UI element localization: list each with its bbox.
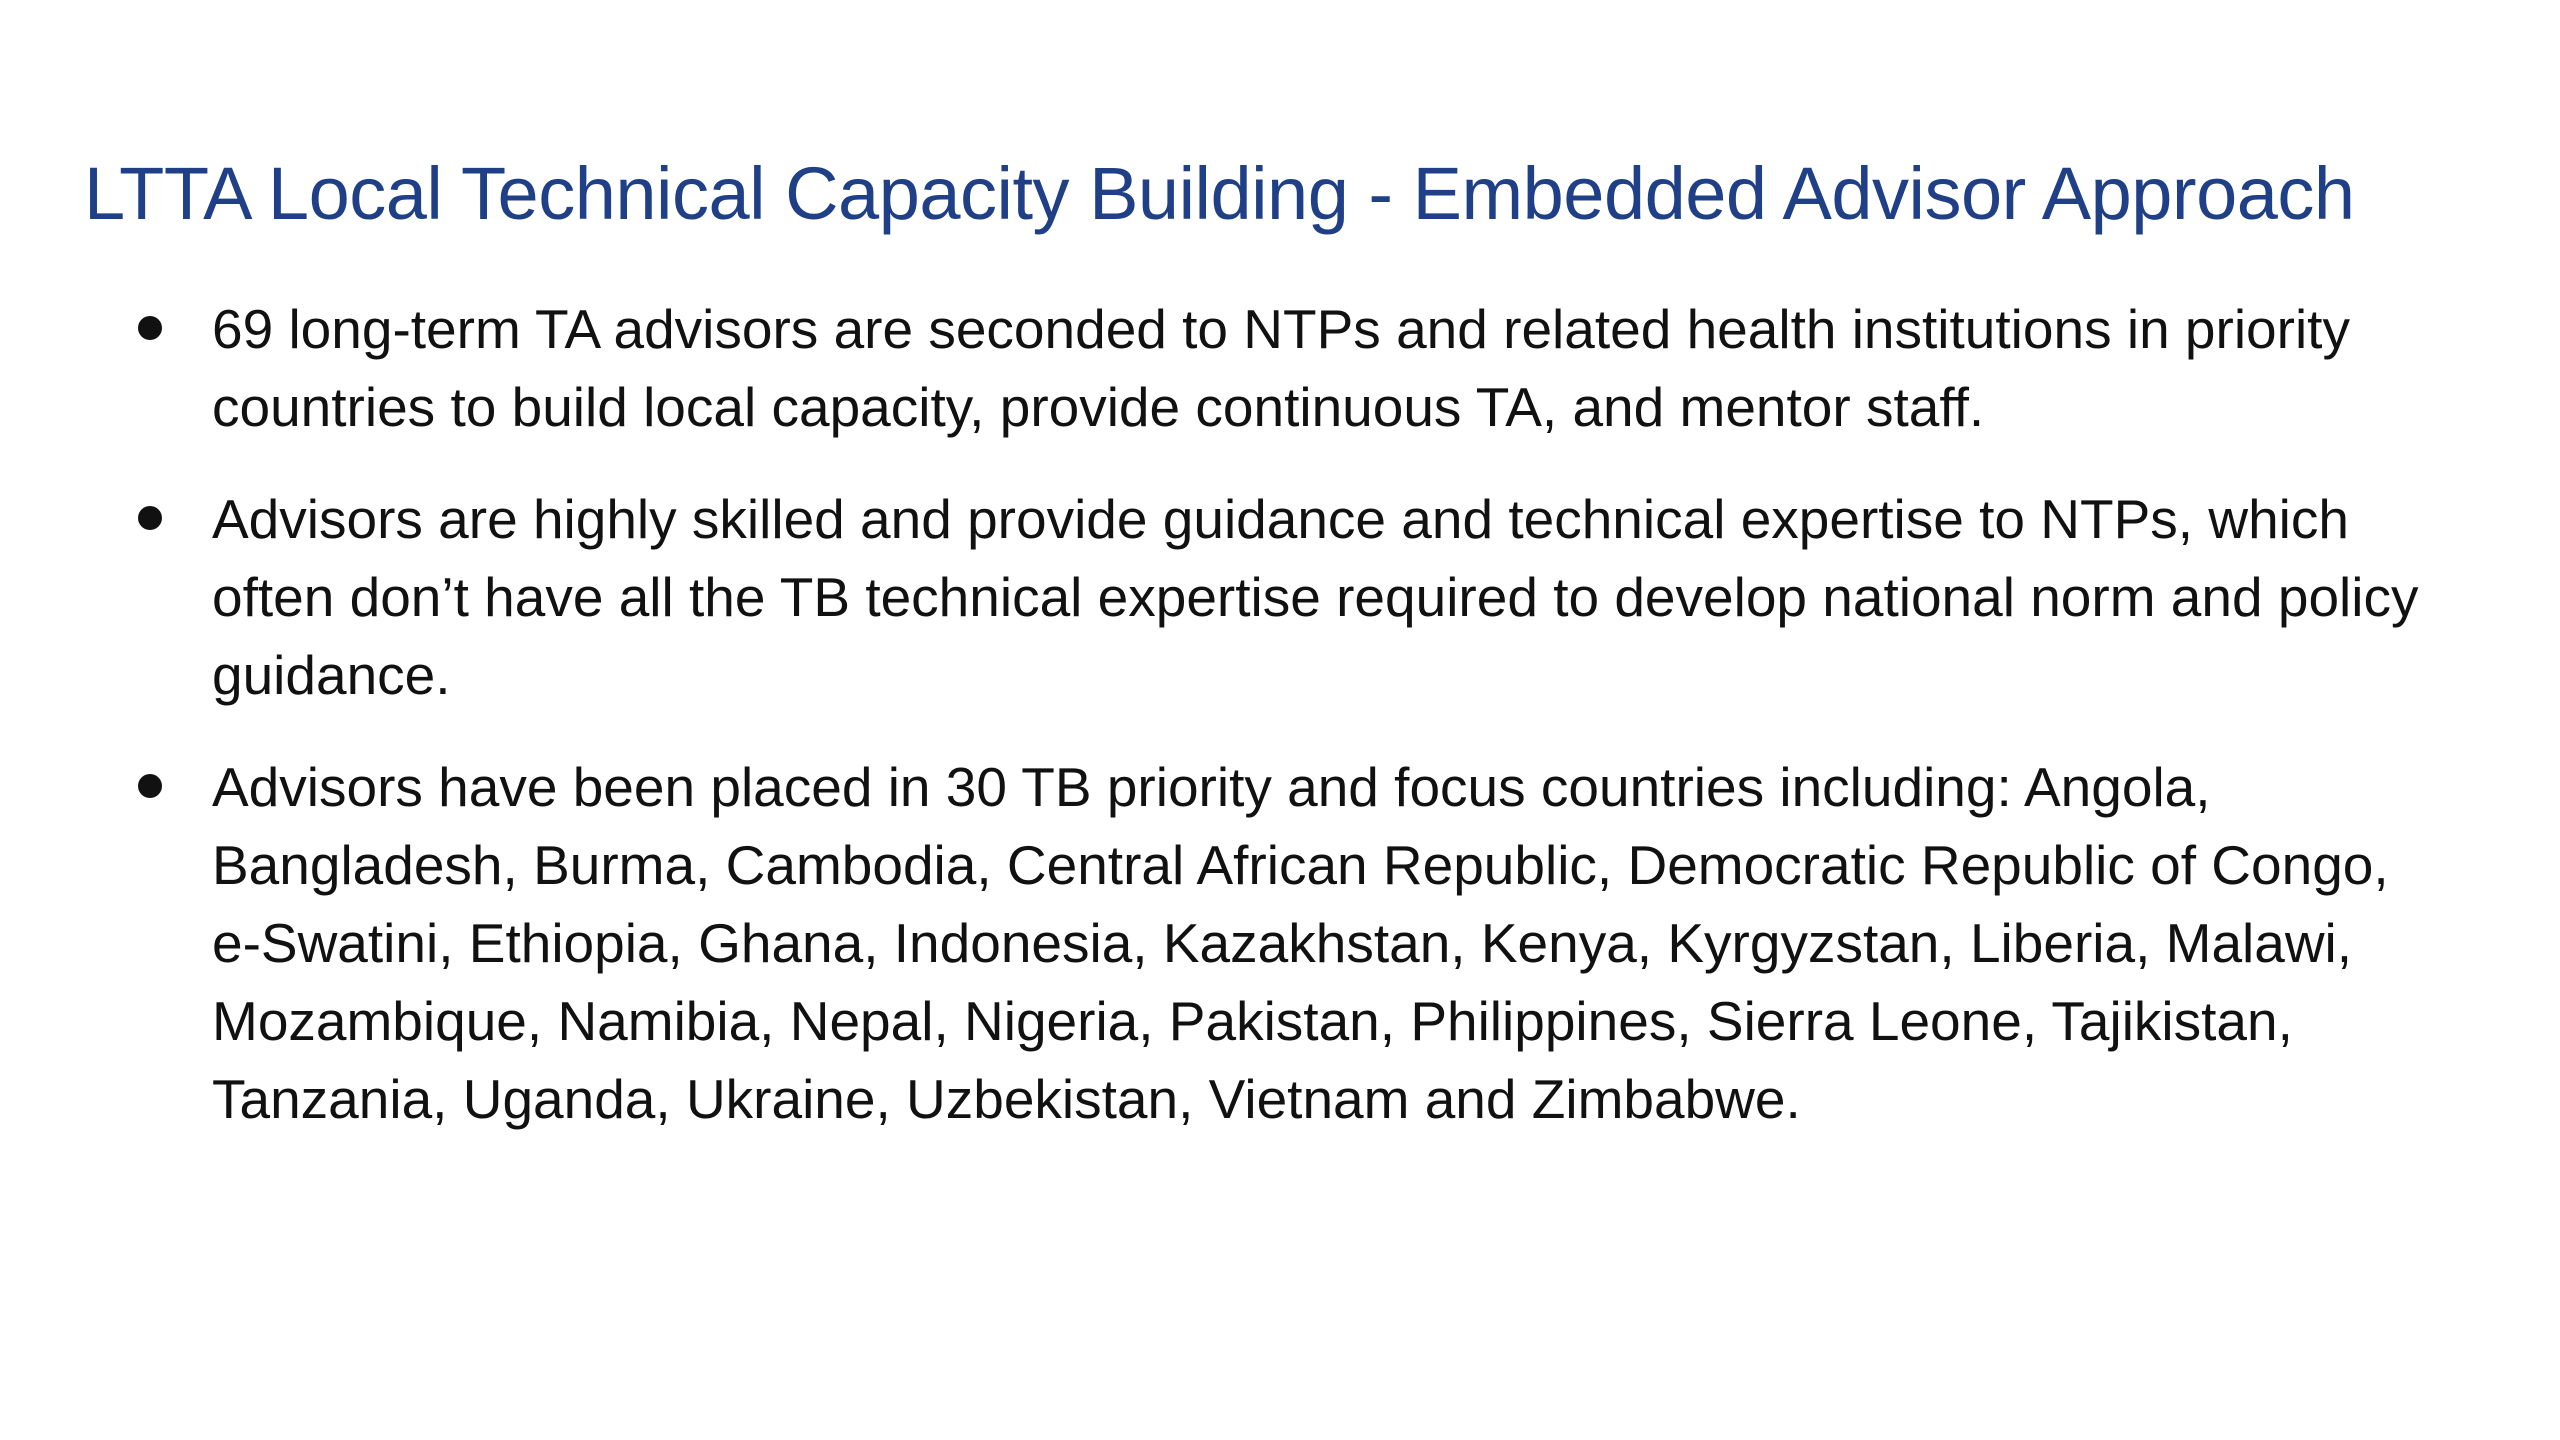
bullet-item-countries xyxy=(130,748,2450,1138)
bullet-dot-icon xyxy=(138,316,162,340)
bullet-item-advisors-count xyxy=(130,290,2450,446)
bullet-list xyxy=(130,290,2450,1172)
bullet-text: Advisors have been placed in 30 TB priority and focus countries including: Angola, Bangladesh, Burma, Cambodia, Central African Republic, Democratic Republic of Congo, e-Swatini, Ethiopia, Ghana, Indonesia, Kazakhstan, Kenya, Kyrgyzstan, Liberia, Malawi, Mozambique, Namibia, Nepal, Nigeria, Pakistan, Philippines, Sierra Leone, Tajikistan, Tanzania, Uganda, Ukraine, Uzbekistan, Vietnam and Zimbabwe. xyxy=(212,756,2389,1130)
bullet-text: Advisors are highly skilled and provide guidance and technical expertise to NTPs, which often don’t have all the TB technical expertise required to develop national norm and policy guidance. xyxy=(212,488,2419,706)
bullet-dot-icon xyxy=(138,774,162,798)
bullet-item-advisor-skills xyxy=(130,480,2450,714)
bullet-dot-icon xyxy=(138,506,162,530)
bullet-text: 69 long-term TA advisors are seconded to NTPs and related health institutions in priority countries to build local capacity, provide continuous TA, and mentor staff. xyxy=(212,298,2350,438)
slide-title: LTTA Local Technical Capacity Building - Embedded Advisor Approach xyxy=(84,152,2355,235)
